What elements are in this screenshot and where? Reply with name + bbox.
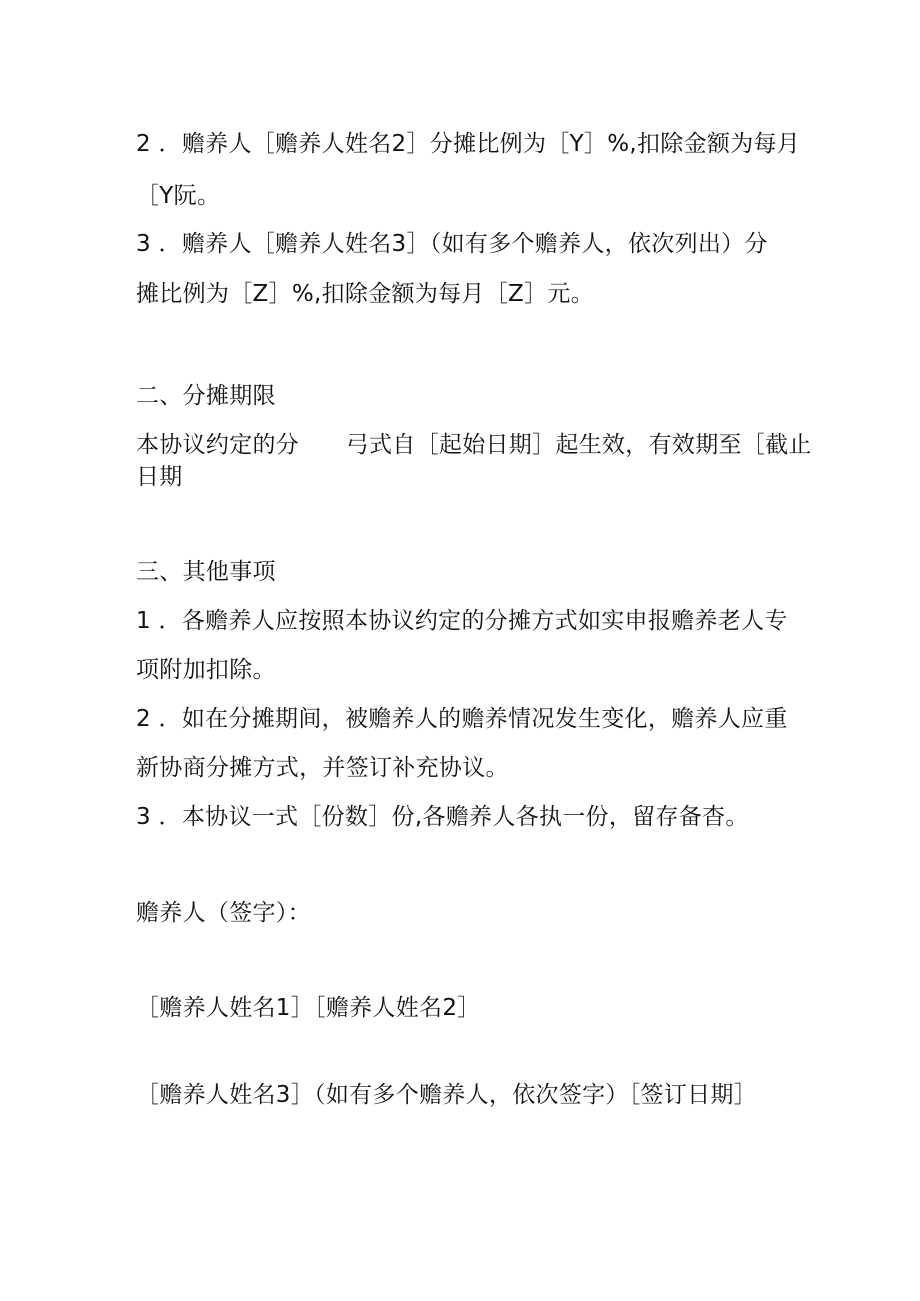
clause-2-line-1: 2 ．赡养人［赡养人姓名2］分摊比例为［Y］%,扣除金额为每月: [136, 131, 801, 157]
item-1-line-2: 项附加扣除。: [136, 657, 276, 683]
item-1-line-1: 1 ．各赡养人应按照本协议约定的分摊方式如实申报赡养老人专: [136, 608, 788, 634]
item-2-line-2: 新协商分摊方式，并签订补充协议。: [136, 755, 509, 781]
clause-2-line-2: ［Y阮。: [136, 183, 221, 209]
clause-3-line-1: 3 ．赡养人［赡养人姓名3］（如有多个赡养人，依次列出）分: [136, 231, 768, 257]
signature-names-row-2: ［赡养人姓名3］（如有多个赡养人，依次签字）［签订日期］: [136, 1082, 758, 1108]
section-2-heading: 二、分摊期限: [136, 383, 276, 409]
clause-3-line-2: 摊比例为［Z］%,扣除金额为每月［Z］元。: [136, 281, 594, 307]
section-2-line-2: 日期: [136, 464, 183, 490]
signature-names-row-1: ［赡养人姓名1］［赡养人姓名2］: [136, 995, 481, 1021]
item-3-line-1: 3 ．本协议一式［份数］份,各赡养人各执一份，留存备杳。: [136, 804, 749, 830]
signature-label: 赡养人（签字）：: [136, 900, 311, 926]
item-2-line-1: 2 ．如在分摊期间，被赡养人的赡养情况发生变化，赡养人应重: [136, 706, 788, 732]
section-3-heading: 三、其他事项: [136, 559, 276, 585]
section-2-line-1: 本协议约定的分 弓式自［起始日期］起生效，有效期至［截止: [136, 432, 812, 458]
